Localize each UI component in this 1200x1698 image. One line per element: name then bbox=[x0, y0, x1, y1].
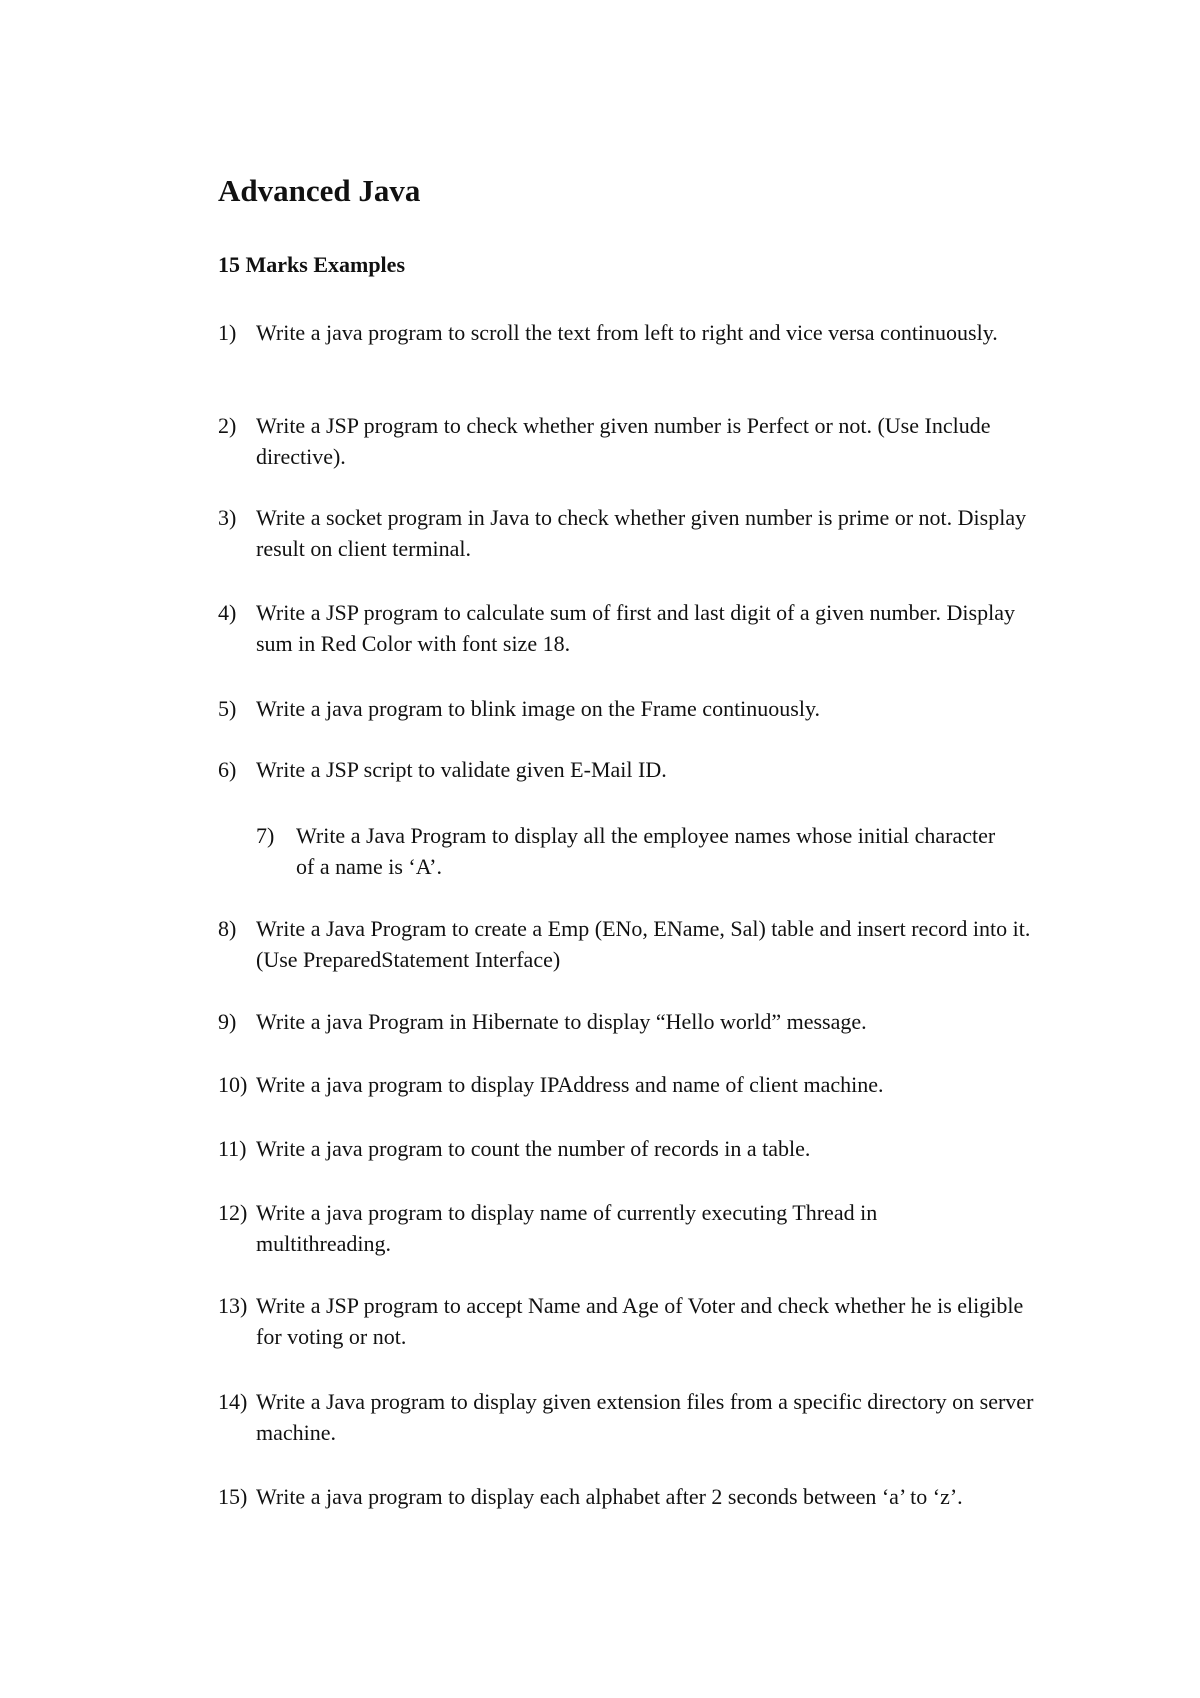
item-number: 13) bbox=[218, 1293, 248, 1318]
list-item bbox=[218, 1133, 1058, 1164]
list-item bbox=[218, 693, 1058, 724]
item-number: 7) bbox=[256, 823, 275, 848]
item-number: 12) bbox=[218, 1200, 248, 1225]
list-item bbox=[218, 410, 1058, 472]
document-title: Advanced Java bbox=[218, 173, 421, 208]
list-item bbox=[218, 1290, 1058, 1352]
item-text: Write a JSP program to accept Name and Age of Voter and check whether he is eligible for voting or not. bbox=[256, 1293, 1024, 1349]
item-number: 9) bbox=[218, 1009, 237, 1034]
list-item bbox=[218, 1386, 1058, 1448]
list-item bbox=[218, 317, 1058, 348]
item-number: 8) bbox=[218, 916, 237, 941]
item-number: 11) bbox=[218, 1136, 247, 1161]
item-text: Write a java program to display IPAddress and name of client machine. bbox=[256, 1072, 884, 1097]
list-item bbox=[218, 1197, 1058, 1259]
item-text: Write a java program to count the number of records in a table. bbox=[256, 1136, 811, 1161]
list-item bbox=[218, 597, 1058, 659]
document-subtitle: 15 Marks Examples bbox=[218, 252, 405, 277]
item-number: 6) bbox=[218, 757, 237, 782]
list-item bbox=[218, 1481, 1058, 1512]
item-number: 14) bbox=[218, 1389, 248, 1414]
item-number: 3) bbox=[218, 505, 237, 530]
list-item bbox=[218, 502, 1058, 564]
list-item bbox=[256, 820, 1058, 882]
item-text: Write a JSP program to calculate sum of first and last digit of a given number. Display sum in Red Color with font size 18. bbox=[256, 600, 1015, 656]
item-text: Write a JSP script to validate given E-Mail ID. bbox=[256, 757, 667, 782]
item-number: 2) bbox=[218, 413, 237, 438]
item-number: 15) bbox=[218, 1484, 248, 1509]
item-number: 4) bbox=[218, 600, 237, 625]
item-text: Write a Java Program to display all the employee names whose initial character of a name is ‘A’. bbox=[296, 823, 996, 879]
list-item bbox=[218, 913, 1058, 975]
item-text: Write a java program to display each alphabet after 2 seconds between ‘a’ to ‘z’. bbox=[256, 1484, 963, 1509]
item-text: Write a JSP program to check whether given number is Perfect or not. (Use Include directive). bbox=[256, 413, 991, 469]
item-text: Write a java Program in Hibernate to display “Hello world” message. bbox=[256, 1009, 867, 1034]
item-number: 1) bbox=[218, 320, 237, 345]
item-text: Write a java program to display name of currently executing Thread in multithreading. bbox=[256, 1200, 878, 1256]
item-text: Write a socket program in Java to check whether given number is prime or not. Display result on client terminal. bbox=[256, 505, 1027, 561]
list-item bbox=[218, 754, 1058, 785]
item-number: 10) bbox=[218, 1072, 248, 1097]
item-number: 5) bbox=[218, 696, 237, 721]
list-item bbox=[218, 1006, 1058, 1037]
item-text: Write a Java program to display given extension files from a specific directory on server machine. bbox=[256, 1389, 1034, 1445]
item-text: Write a java program to blink image on the Frame continuously. bbox=[256, 696, 821, 721]
item-text: Write a java program to scroll the text from left to right and vice versa continuously. bbox=[256, 320, 998, 345]
item-text: Write a Java Program to create a Emp (ENo, EName, Sal) table and insert record into it. (Use PreparedStatement Interface) bbox=[256, 916, 1031, 972]
list-item bbox=[218, 1069, 1058, 1100]
